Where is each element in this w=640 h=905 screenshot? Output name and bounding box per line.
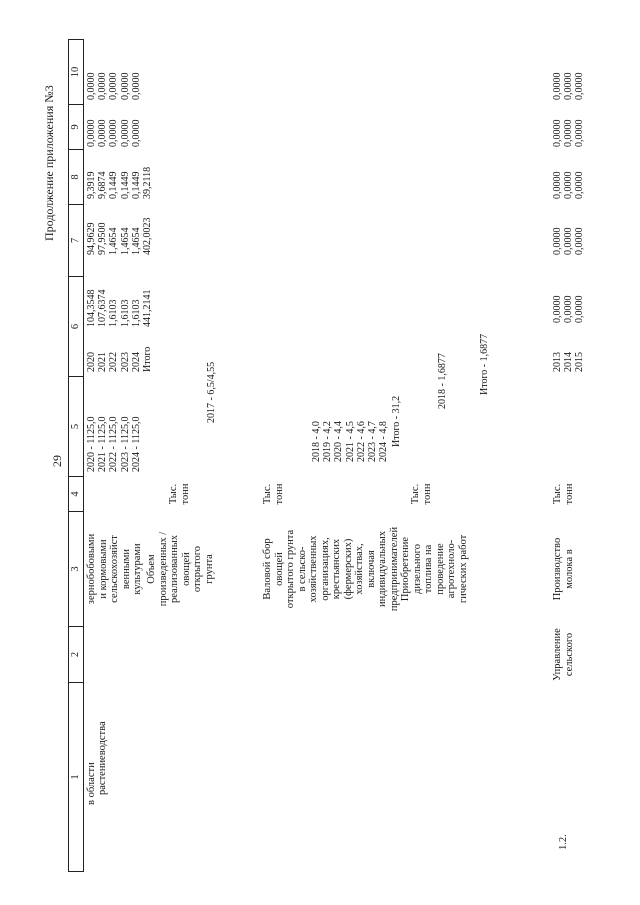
col5-crop-values: 2020 - 1125,0 2021 - 1125,0 2022 - 1125,0 2023 - 1125,0 2024 - 1125,0 <box>86 416 142 472</box>
col5-diesel-total: Итого - 1,6877 <box>479 333 490 395</box>
col3-gross-text: Валовой сбор овощей открытого грунта в сельско- хозяйственных организациях, крестьянских (фермерских) хозяйствах, включая индивидуальных предпринимателей <box>262 526 400 612</box>
col4-volume-unit: Тыс. тонн <box>168 483 191 505</box>
col10-values: 0,0000 0,0000 0,0000 0,0000 0,0000 <box>86 72 142 100</box>
col-header-5: 5 <box>70 423 81 430</box>
col4-milk-unit: Тыс. тонн <box>552 483 575 505</box>
col4-diesel-unit: Тыс. тонн <box>410 483 433 505</box>
col9-milk-values: 0,0000 0,0000 0,0000 <box>552 171 586 199</box>
col6-milk-years: 2013 2014 2015 <box>552 352 586 372</box>
col7-milk-values: 0,0000 0,0000 0,0000 <box>552 295 586 323</box>
col3-volume-text: Объем произведенных / реализованных овощей открытого грунта <box>146 531 215 607</box>
col-header-7: 7 <box>70 237 81 244</box>
col1-area-label: в области <box>86 762 97 805</box>
col5-diesel-value: 2018 - 1,6877 <box>437 353 448 409</box>
col9-values: 0,0000 0,0000 0,0000 0,0000 0,0000 <box>86 119 142 147</box>
col-header-8: 8 <box>70 174 81 180</box>
col-header-2: 2 <box>70 651 81 658</box>
col3-crop-text: зернобобовыми и кормовыми сельскохозяйст венными культурами <box>86 533 143 605</box>
col7-values: 94,9629 97,9500 1,4654 1,4654 1,4654 402,0023 <box>86 217 154 255</box>
col-header-9: 9 <box>70 124 81 130</box>
col-header-10: 10 <box>70 66 81 78</box>
col-header-4: 4 <box>70 491 81 497</box>
col2-milk-dept: Управление сельского <box>552 628 575 681</box>
col3-milk-text: Производство молока в <box>552 537 575 601</box>
col-header-6: 6 <box>70 323 81 330</box>
col5-gross-total: Итого - 31,2 <box>391 395 402 447</box>
col10-milk-values: 0,0000 0,0000 0,0000 <box>552 119 586 147</box>
col5-volume-value: 2017 - 6,5/4,55 <box>206 361 217 423</box>
col8-values: 9,3919 9,6874 0,1449 0,1449 0,1449 39,2118 <box>86 166 154 199</box>
col8-milk-values: 0,0000 0,0000 0,0000 <box>552 227 586 255</box>
col6-years: 2020 2021 2022 2023 2024 Итого <box>86 346 154 372</box>
col3-diesel-text: Приобретение дизельного топлива на проведение агротехноло- гических работ <box>400 534 469 604</box>
col6-values: 104,3548 107,6374 1,6103 1,6103 1,6103 441,2141 <box>86 289 154 327</box>
continuation-caption: Продолжение приложения №3 <box>42 85 56 241</box>
col11-milk-values: 0,0000 0,0000 0,0000 <box>552 72 586 100</box>
col1-area-label-2: растениеводства <box>97 721 108 795</box>
col-header-3: 3 <box>70 566 81 572</box>
page-number: 29 <box>50 455 64 467</box>
col4-gross-unit: Тыс. тонн <box>262 483 285 505</box>
row-number-1-2: 1.2. <box>558 834 569 850</box>
col5-gross-values: 2018 - 4,0 2019 - 4,2 2020 - 4,4 2021 - 4,5 2022 - 4,6 2023 - 4,7 2024 - 4,8 <box>311 421 390 462</box>
col-header-1: 1 <box>70 774 81 780</box>
